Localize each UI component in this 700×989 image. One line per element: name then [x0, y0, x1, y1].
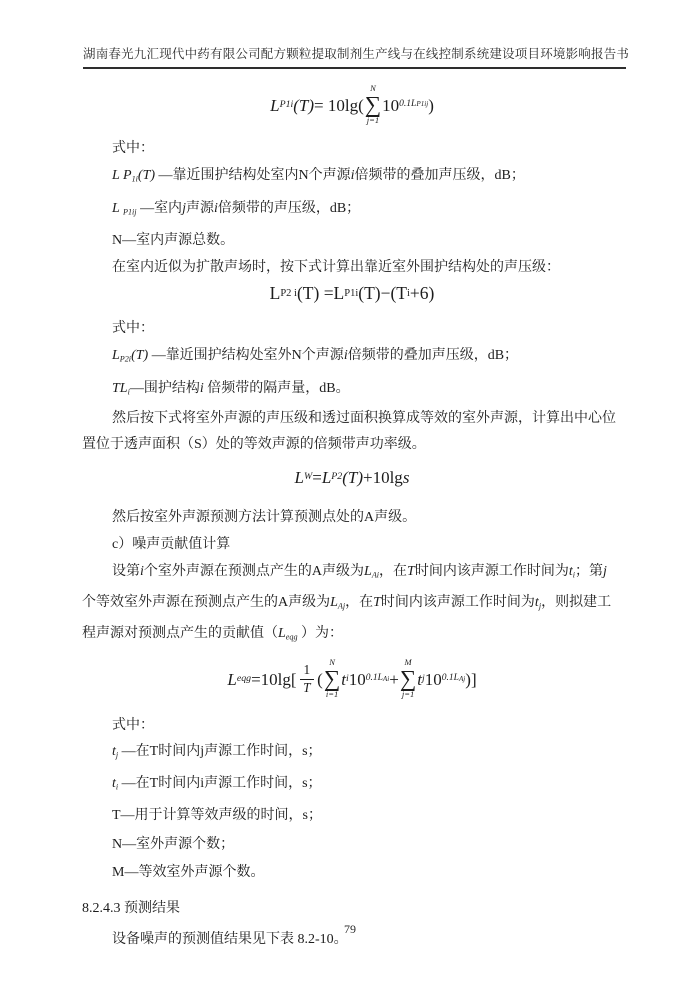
- formula-legend-label: 式中：: [112, 718, 154, 734]
- page-number: 79: [344, 922, 356, 936]
- paragraph-contribution-line2: 个等效室外声源在预测点产生的A声级为LAj，在T时间内该声源工作时间为tj，则拟建工: [82, 594, 612, 611]
- definition-lp1i: L P1i(T) —靠近围护结构处室内N个声源i倍频带的叠加声压级，dB；: [112, 168, 525, 184]
- definition-lp1ij: L P1ij —室内j声源i倍频带的声压级，dB；: [112, 200, 361, 217]
- page-header-title: 湖南春光九汇现代中药有限公司配方颗粒提取制剂生产线与在线控制系统建设项目环境影响报告书: [83, 44, 626, 69]
- section-heading-8-2-4-3: 8.2.4.3 预测结果: [82, 900, 180, 916]
- paragraph-diffuse-field: 在室内近似为扩散声场时，按下式计算出靠近室外围护结构处的声压级：: [112, 260, 560, 276]
- page-content: [82, 67, 622, 953]
- definition-t: T—用于计算等效声级的时间，s；: [112, 808, 322, 824]
- definition-tj: tj —在T时间内j声源工作时间，s；: [112, 744, 322, 760]
- paragraph-prediction-results: 设备噪声的预测值结果见下表 8.2-10。: [112, 931, 348, 947]
- paragraph-equivalent-source-line2: 置位于透声面积（S）处的等效声源的倍频带声功率级。: [82, 437, 426, 453]
- definition-tli: TLi—围护结构i 倍频带的隔声量，dB。: [112, 380, 350, 397]
- formula-lw: L W = L P2 (T) +10lg s: [294, 467, 410, 487]
- definition-m: M—等效室外声源个数。: [112, 865, 265, 881]
- definition-n-indoor: N—室内声源总数。: [112, 233, 235, 249]
- paragraph-equivalent-source-line1: 然后按下式将室外声源的声压级和透过面积换算成等效的室外声源，计算出中心位: [112, 411, 616, 427]
- paragraph-contribution-line3: 程声源对预测点产生的贡献值（Leqg ）为：: [82, 625, 344, 642]
- formula-leqg: L eqg =10lg[ $\frac{1}{T}$ ( N ∑ i=1 t i 10 0.1L Ai + M ∑ j=1 t j 10 0.1L Aj )]: [227, 657, 477, 700]
- formula-legend-label: 式中：: [112, 141, 154, 156]
- paragraph-contribution-line1: 设第i个室外声源在预测点产生的A声级为LAi，在T时间内该声源工作时间为ti；第j: [112, 564, 607, 580]
- list-item-c-noise-contribution: c）噪声贡献值计算: [112, 537, 231, 553]
- paragraph-a-level-prediction: 然后按室外声源预测方法计算预测点处的A声级。: [112, 510, 417, 526]
- formula-legend-label: 式中：: [112, 321, 154, 337]
- formula-lp1i-summation: L P1i (T) = 10lg( N ∑ j=1 10 0.1L P1ij ): [270, 83, 434, 125]
- formula-lp2i: L P2 i (T) =L P1i (T)−(T i +6): [269, 283, 435, 304]
- definition-n-outdoor: N—室外声源个数；: [112, 836, 235, 852]
- definition-ti: ti —在T时间内i声源工作时间，s；: [112, 776, 322, 792]
- definition-lp2i: LP2i(T) —靠近围护结构处室外N个声源i倍频带的叠加声压级，dB；: [112, 348, 519, 364]
